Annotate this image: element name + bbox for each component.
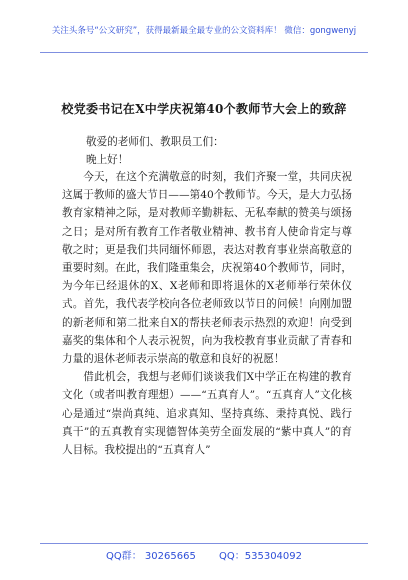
page-header	[0, 0, 408, 56]
document-body	[62, 168, 352, 459]
qq-group: QQ群： 30265665	[105, 551, 196, 562]
header-notice: 关注头条号“公文研究”，获得最新最全最专业的公文资料库！ 微信：gongwenyj	[51, 26, 357, 36]
document-title: 校党委书记在X中学庆祝第40个教师节大会上的致辞	[61, 102, 347, 116]
paragraph-1: 今天，在这个充满敬意的时刻，我们齐聚一堂，共同庆祝这属于教师的盛大节日——第40个教师节。今天，是大力弘扬教育家精神之际，是对教师辛勤耕耘、无私奉献的赞美与颂扬之日；是对所有教育工作者敬业精神、教书育人使命肯定与尊敬之时；更是我们共同缅怀师恩，表达对教育事业崇高敬意的重要时刻。在此，我们隆重集会，庆祝第40个教师节，同时，为今年已经退休的X、X老师和即将退休的X老师举行荣休仪式。首先，我代表学校向各位老师致以节日的问候！向刚加盟的新老师和第二批来自X的帮扶老师表示热烈的欢迎！向受到嘉奖的集体和个人表示祝贺，向为我校教育事业贡献了青春和力量的退休老师表示崇高的敬意和良好的祝愿！	[62, 171, 352, 366]
greeting: 晚上好！	[86, 154, 129, 166]
salutation: 敬爱的老师们、教职员工们：	[86, 136, 224, 148]
footer-divider	[40, 543, 368, 544]
header-divider	[40, 52, 368, 53]
page-footer	[0, 547, 408, 562]
qq-contact: QQ：535304092	[219, 551, 303, 562]
paragraph-2: 借此机会，我想与老师们谈谈我们X中学正在构建的教育文化（或者叫教育理想）——“五真育人”。“五真育人”文化核心是通过“崇尚真纯、追求真知、坚持真练、秉持真悦、践行真干”的五真教育实现德智体美劳全面发展的“紫中真人”的育人目标。我校提出的“五真育人”	[62, 371, 352, 457]
